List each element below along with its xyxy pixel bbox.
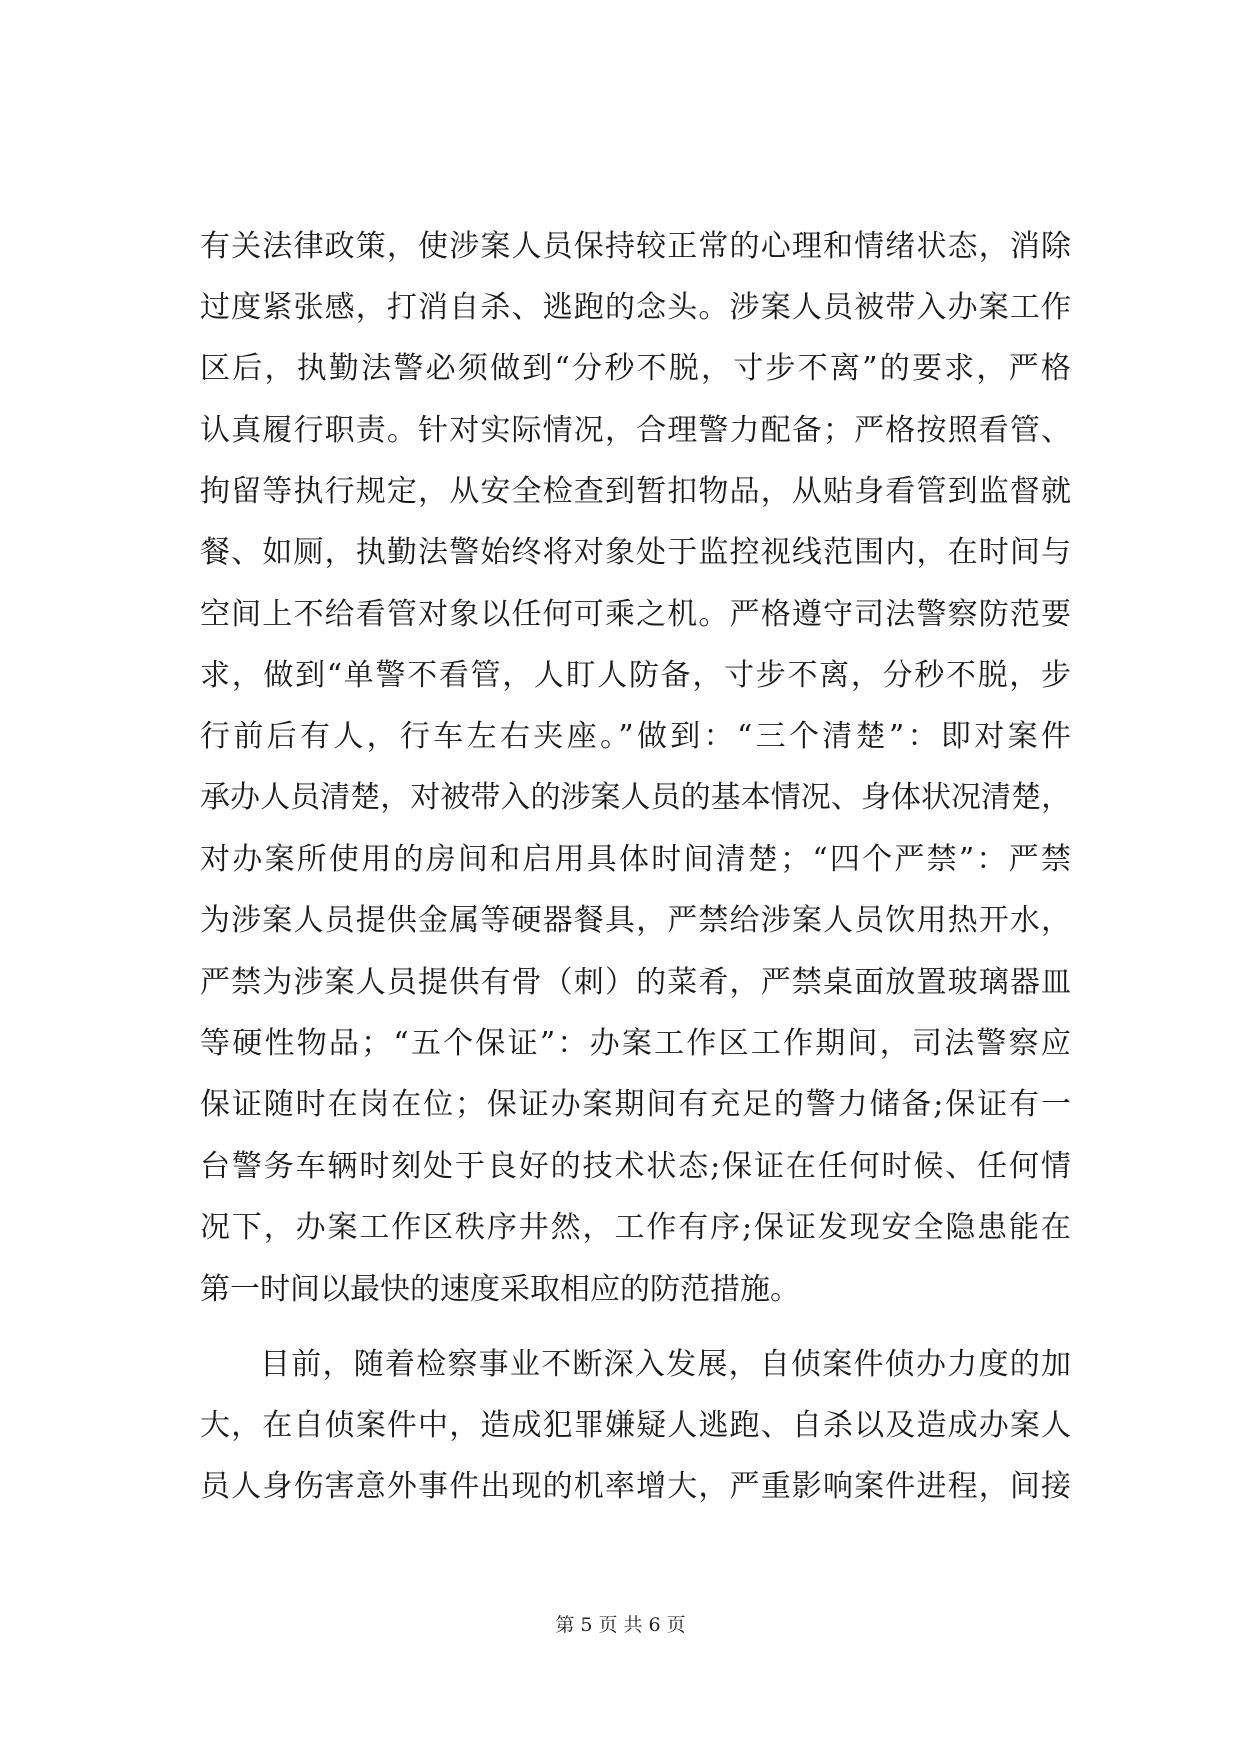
text-line: 有关法律政策，使涉案人员保持较正常的心理和情绪状态，消除 <box>200 229 1073 264</box>
text-line: 对办案所使用的房间和启用具体时间清楚；“四个严禁”：严禁 <box>200 842 1074 877</box>
text-line: 台警务车辆时刻处于良好的技术状态;保证在任何时候、任何情 <box>200 1149 1073 1184</box>
text-line: 求，做到“单警不看管，人盯人防备，寸步不离，分秒不脱，步 <box>200 658 1073 693</box>
text-line: 承办人员清楚，对被带入的涉案人员的基本情况、身体状况清楚， <box>200 780 1072 815</box>
page-footer: 第 5 页 共 6 页 <box>555 1614 686 1636</box>
text-line: 空间上不给看管对象以任何可乘之机。严格遵守司法警察防范要 <box>200 597 1073 632</box>
text-line: 况下，办案工作区秩序井然，工作有序;保证发现安全隐患能在 <box>200 1210 1073 1245</box>
text-line: 餐、如厕，执勤法警始终将对象处于监控视线范围内，在时间与 <box>200 535 1073 570</box>
text-line: 目前，随着检察事业不断深入发展，自侦案件侦办力度的加 <box>260 1347 1073 1382</box>
text-line: 为涉案人员提供金属等硬器餐具，严禁给涉案人员饮用热开水， <box>200 903 1073 938</box>
text-line: 区后，执勤法警必须做到“分秒不脱，寸步不离”的要求，严格 <box>200 351 1074 386</box>
text-line: 等硬性物品；“五个保证”：办案工作区工作期间，司法警察应 <box>200 1026 1074 1061</box>
text-line: 严禁为涉案人员提供有骨（刺）的菜肴，严禁桌面放置玻璃器皿 <box>200 965 1073 1000</box>
text-line: 第一时间以最快的速度采取相应的防范措施。 <box>200 1272 800 1307</box>
text-line: 拘留等执行规定，从安全检查到暂扣物品，从贴身看管到监督就 <box>200 474 1073 509</box>
text-line: 过度紧张感，打消自杀、逃跑的念头。涉案人员被带入办案工作 <box>200 290 1073 325</box>
text-line: 大，在自侦案件中，造成犯罪嫌疑人逃跑、自杀以及造成办案人 <box>200 1408 1073 1443</box>
text-line: 行前后有人，行车左右夹座。”做到：“三个清楚”：即对案件 <box>200 719 1075 754</box>
text-line: 员人身伤害意外事件出现的机率增大，严重影响案件进程，间接 <box>200 1469 1073 1504</box>
text-line: 保证随时在岗在位；保证办案期间有充足的警力储备;保证有一 <box>200 1087 1073 1122</box>
text-line: 认真履行职责。针对实际情况，合理警力配备；严格按照看管、 <box>200 413 1073 448</box>
